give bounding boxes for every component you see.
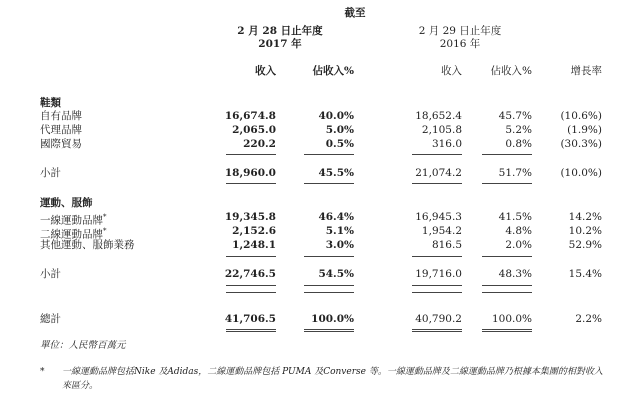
revenue-2017: 18,960.0: [224, 167, 276, 179]
revenue-2016: 16,945.3: [415, 211, 462, 223]
pct-2017: 45.5%: [318, 167, 354, 179]
revenue-2016: 21,074.2: [415, 167, 462, 179]
year-2016-heading: 2016 年: [439, 38, 481, 50]
pct-2017: 54.5%: [318, 268, 354, 280]
period-2017-heading: 2 月 28 日止年度: [237, 25, 323, 37]
period-2016-heading: 2 月 29 日止年度: [418, 25, 502, 37]
col-revenue-2017: 收入: [255, 65, 276, 77]
pct-2017: 5.0%: [325, 124, 354, 136]
revenue-2017: 16,674.8: [224, 110, 276, 122]
double-rule: [482, 329, 532, 332]
section-title-sports: 運動、服飾: [40, 197, 93, 209]
revenue-2016: 1,954.2: [421, 225, 462, 237]
double-rule: [304, 329, 354, 332]
col-pct-2017: 佔收入%: [312, 65, 354, 77]
rule: [412, 256, 462, 257]
revenue-2016: 40,790.2: [415, 313, 462, 325]
pct-2017: 46.4%: [318, 211, 354, 223]
rule: [304, 256, 354, 257]
revenue-2016: 316.0: [431, 138, 462, 150]
pct-2016: 100.0%: [491, 313, 532, 325]
row-label: 小計: [40, 268, 61, 280]
row-label: 小計: [40, 167, 61, 179]
row-label: 代理品牌: [40, 124, 82, 136]
rule: [482, 154, 532, 155]
growth: 10.2%: [568, 225, 602, 237]
rule: [412, 285, 462, 286]
section-title-footwear: 鞋類: [40, 97, 61, 109]
growth: 15.4%: [568, 268, 602, 280]
growth: 14.2%: [568, 211, 602, 223]
pct-2016: 5.2%: [505, 124, 532, 136]
footnote-text-cont: 來區分。: [62, 381, 99, 391]
revenue-2017: 22,746.5: [224, 268, 276, 280]
pct-2016: 4.8%: [505, 225, 532, 237]
rule: [482, 183, 532, 184]
double-rule: [226, 329, 276, 332]
pct-2017: 5.1%: [325, 225, 354, 237]
pct-2016: 48.3%: [498, 268, 532, 280]
growth: (10.6%): [560, 110, 602, 122]
rule: [482, 285, 532, 286]
footnote-text: 一線運動品牌包括Nike 及Adidas，二線運動品牌包括 PUMA 及Converse 等。一線運動品牌及二線運動品牌乃根據本集團的相對收入: [62, 367, 603, 377]
footnote-mark: *: [103, 213, 107, 221]
row-label: 一線運動品牌*: [40, 213, 107, 227]
rule: [412, 292, 462, 293]
footnote-mark: *: [40, 367, 45, 377]
col-revenue-2016: 收入: [441, 65, 462, 77]
pct-2016: 41.5%: [498, 211, 532, 223]
rule: [226, 183, 276, 184]
growth: (30.3%): [560, 138, 602, 150]
revenue-2017: 220.2: [243, 138, 276, 150]
col-pct-2016: 佔收入%: [490, 65, 532, 77]
pct-2016: 45.7%: [498, 110, 532, 122]
col-growth: 增長率: [570, 65, 602, 77]
pct-2017: 3.0%: [325, 239, 354, 251]
row-label: 其他運動、服飾業務: [40, 239, 135, 251]
year-2017-heading: 2017 年: [258, 38, 302, 50]
revenue-2016: 19,716.0: [415, 268, 462, 280]
revenue-2016: 18,652.4: [415, 110, 462, 122]
pct-2016: 51.7%: [498, 167, 532, 179]
rule: [482, 256, 532, 257]
revenue-2017: 2,152.6: [232, 225, 276, 237]
rule: [226, 154, 276, 155]
rule: [412, 183, 462, 184]
row-label: 總計: [40, 313, 61, 325]
growth: (10.0%): [560, 167, 602, 179]
row-label: 自有品牌: [40, 110, 82, 122]
rule: [304, 285, 354, 286]
as-of-heading: 截至: [344, 7, 366, 19]
double-rule: [412, 329, 462, 332]
revenue-2017: 2,065.0: [232, 124, 276, 136]
growth: 52.9%: [568, 239, 602, 251]
growth: 2.2%: [575, 313, 602, 325]
revenue-2017: 1,248.1: [232, 239, 276, 251]
rule: [226, 285, 276, 286]
growth: (1.9%): [567, 124, 602, 136]
pct-2017: 40.0%: [318, 110, 354, 122]
rule: [226, 292, 276, 293]
pct-2017: 0.5%: [325, 138, 354, 150]
revenue-2016: 2,105.8: [421, 124, 462, 136]
revenue-2017: 41,706.5: [224, 313, 276, 325]
rule: [304, 154, 354, 155]
revenue-2017: 19,345.8: [224, 211, 276, 223]
pct-2016: 2.0%: [505, 239, 532, 251]
rule: [304, 292, 354, 293]
revenue-2016: 816.5: [431, 239, 462, 251]
row-label: 二線運動品牌*: [40, 227, 107, 241]
footnote-mark: *: [103, 227, 107, 235]
rule: [412, 154, 462, 155]
pct-2017: 100.0%: [311, 313, 354, 325]
rule: [482, 292, 532, 293]
rule: [226, 256, 276, 257]
rule: [304, 183, 354, 184]
pct-2016: 0.8%: [505, 138, 532, 150]
row-label: 國際貿易: [40, 138, 82, 150]
unit-note: 單位：人民幣百萬元: [40, 340, 126, 351]
